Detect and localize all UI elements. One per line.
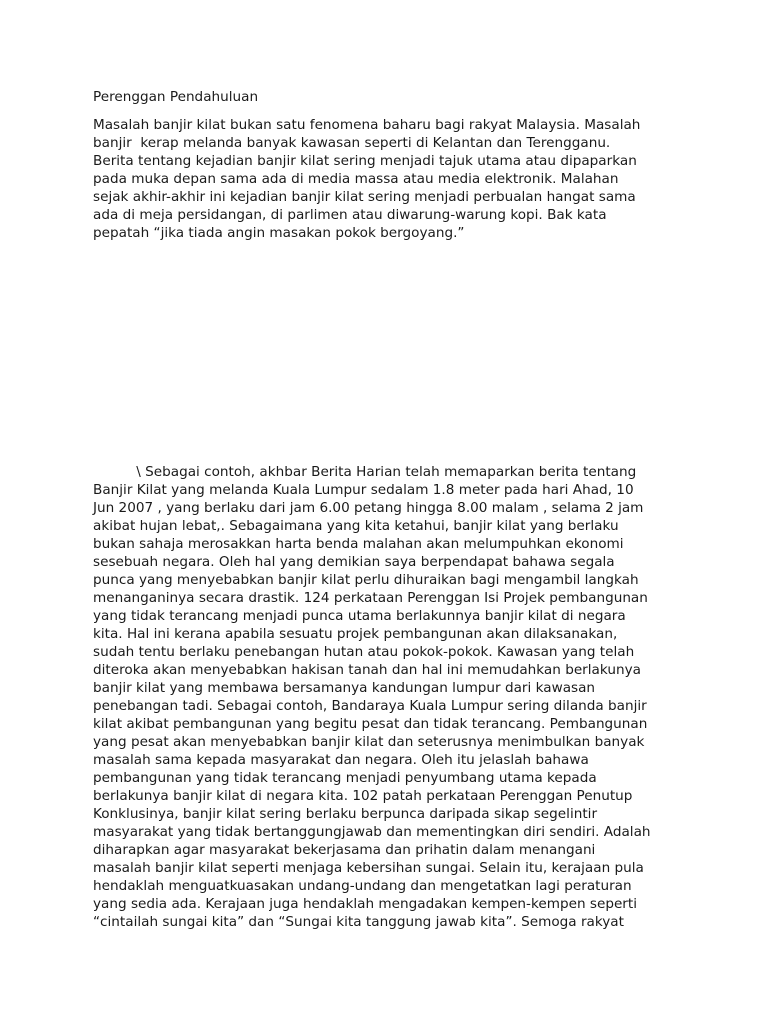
text-line: Banjir Kilat yang melanda Kuala Lumpur sedalam 1.8 meter pada hari Ahad, 10 bbox=[93, 482, 634, 498]
text-line: berlakunya banjir kilat di negara kita. 102 patah perkataan Perenggan Penutup bbox=[93, 788, 633, 804]
text-line: kita. Hal ini kerana apabila sesuatu projek pembangunan akan dilaksanakan, bbox=[93, 626, 618, 642]
paragraph-introduction bbox=[93, 116, 683, 242]
text-line: Berita tentang kejadian banjir kilat sering menjadi tajuk utama atau dipaparkan bbox=[93, 153, 637, 169]
text-line: ada di meja persidangan, di parlimen atau diwarung-warung kopi. Bak kata bbox=[93, 207, 607, 223]
text-line: Konklusinya, banjir kilat sering berlaku berpunca daripada sikap segelintir bbox=[93, 806, 598, 822]
text-line: kilat akibat pembangunan yang begitu pesat dan tidak terancang. Pembangunan bbox=[93, 716, 648, 732]
text-line: banjir kerap melanda banyak kawasan seperti di Kelantan dan Terengganu. bbox=[93, 135, 611, 151]
text-line: menanganinya secara drastik. 124 perkataan Perenggan Isi Projek pembangunan bbox=[93, 590, 648, 606]
section-heading: Perenggan Pendahuluan bbox=[93, 89, 259, 105]
text-line: masyarakat yang tidak bertanggungjawab dan mementingkan diri sendiri. Adalah bbox=[93, 824, 651, 840]
text-line: akibat hujan lebat,. Sebagaimana yang kita ketahui, banjir kilat yang berlaku bbox=[93, 518, 619, 534]
text-line: \ Sebagai contoh, akhbar Berita Harian telah memaparkan berita tentang bbox=[93, 464, 637, 480]
text-line: yang tidak terancang menjadi punca utama berlakunnya banjir kilat di negara bbox=[93, 608, 626, 624]
text-line: bukan sahaja merosakkan harta benda malahan akan melumpuhkan ekonomi bbox=[93, 536, 624, 552]
text-line: diteroka akan menyebabkan hakisan tanah dan hal ini memudahkan berlakunya bbox=[93, 662, 641, 678]
text-line: penebangan tadi. Sebagai contoh, Bandaraya Kuala Lumpur sering dilanda banjir bbox=[93, 698, 647, 714]
text-line: banjir kilat yang membawa bersamanya kandungan lumpur dari kawasan bbox=[93, 680, 596, 696]
text-line: yang pesat akan menyebabkan banjir kilat dan seterusnya menimbulkan banyak bbox=[93, 734, 645, 750]
text-line: pembangunan yang tidak terancang menjadi penyumbang utama kepada bbox=[93, 770, 597, 786]
text-line: punca yang menyebabkan banjir kilat perlu dihuraikan bagi mengambil langkah bbox=[93, 572, 639, 588]
text-line: sesebuah negara. Oleh hal yang demikian saya berpendapat bahawa segala bbox=[93, 554, 615, 570]
text-line: diharapkan agar masyarakat bekerjasama dan prihatin dalam menangani bbox=[93, 842, 596, 858]
text-line: Masalah banjir kilat bukan satu fenomena baharu bagi rakyat Malaysia. Masalah bbox=[93, 117, 641, 133]
text-line: masalah sama kepada masyarakat dan negara. Oleh itu jelaslah bahawa bbox=[93, 752, 589, 768]
text-line: pada muka depan sama ada di media massa atau media elektronik. Malahan bbox=[93, 171, 619, 187]
paragraph-body bbox=[93, 463, 683, 931]
text-line: sejak akhir-akhir ini kejadian banjir kilat sering menjadi perbualan hangat sama bbox=[93, 189, 636, 205]
text-line: masalah banjir kilat seperti menjaga kebersihan sungai. Selain itu, kerajaan pula bbox=[93, 860, 644, 876]
text-line: hendaklah menguatkuasakan undang-undang dan mengetatkan lagi peraturan bbox=[93, 878, 632, 894]
text-line: sudah tentu berlaku penebangan hutan atau pokok-pokok. Kawasan yang telah bbox=[93, 644, 635, 660]
text-line: “cintailah sungai kita” dan “Sungai kita tanggung jawab kita”. Semoga rakyat bbox=[93, 914, 624, 930]
text-line: yang sedia ada. Kerajaan juga hendaklah mengadakan kempen-kempen seperti bbox=[93, 896, 638, 912]
text-line: pepatah “jika tiada angin masakan pokok bergoyang.” bbox=[93, 225, 465, 241]
text-line: Jun 2007 , yang berlaku dari jam 6.00 petang hingga 8.00 malam , selama 2 jam bbox=[93, 500, 644, 516]
